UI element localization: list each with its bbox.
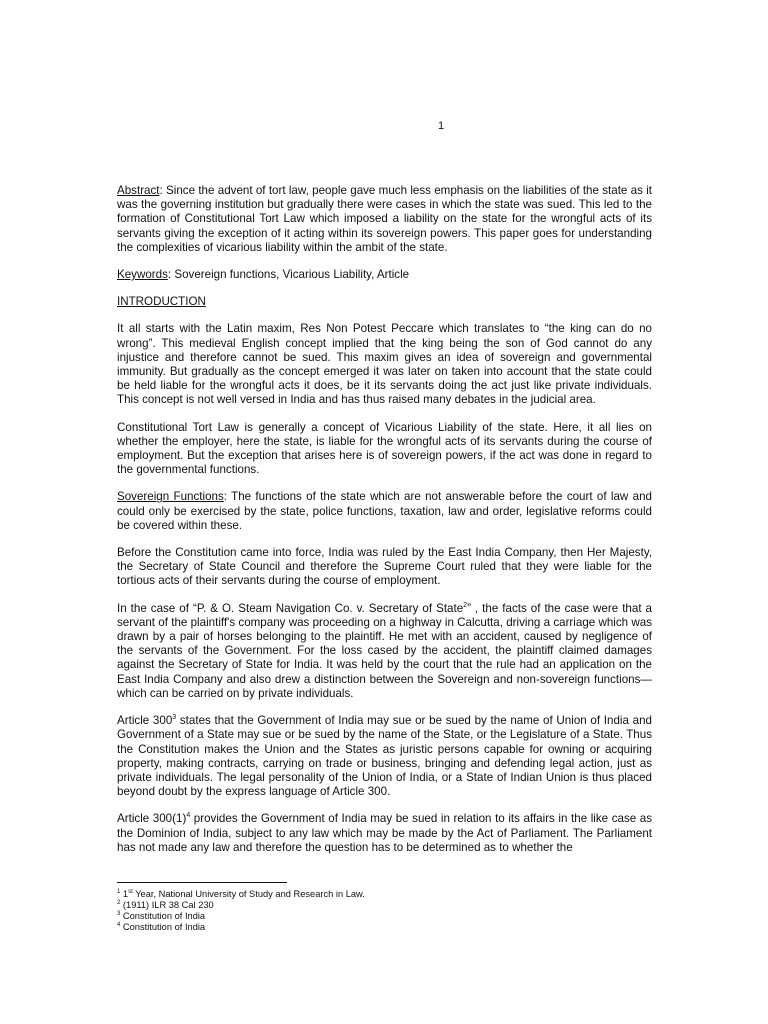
article-300-text-start: Article 300 [117,714,173,728]
footnote-ref-2: 2 [463,601,468,609]
footnote-text: (1911) ILR 38 Cal 230 [120,900,214,910]
footnote-text: 1 [120,889,129,899]
footnote [117,889,652,900]
sovereign-functions-label: Sovereign Functions [117,490,224,504]
footnote-mark: 2 [117,900,121,906]
po-case-text-rest: ” , the facts of the case were that a servant of the plaintiff's company was proceeding on a highway in Calcutta, driving a carriage which was drawn by a pair of horses belonging to the plaintiff. He met with an accident, caused by negligence of the servants of the Government. For the loss cased by the accident, the plaintiff claimed damages against the Secretary of State for India. It was held by the court that the rule had an application on the East India Company and also drew a distinction between the Sovereign and non-sovereign functions—which can be carried on by private individuals. [117,601,652,700]
footnote-mark: 3 [117,911,121,917]
po-case-text-start: In the case of “P. & O. Steam Navigation Co. v. Secretary of State [117,601,464,615]
paragraph-article-300 [117,714,652,799]
abstract-label: Abstract [117,184,160,197]
footnote-separator [117,882,287,883]
footnote-ref-4: 4 [186,812,191,820]
keywords-text: : Sovereign functions, Vicarious Liability, Article [167,268,410,282]
page-number: 1 [438,120,445,132]
footnote [117,900,652,911]
footnote-ordinal: st [128,889,133,895]
keywords-paragraph [117,268,652,282]
document-body [117,184,652,868]
footnotes [117,889,652,933]
footnote-mark: 1 [117,889,121,895]
article-300-1-text-start: Article 300(1) [117,812,187,826]
article-300-text-rest: states that the Government of India may sue or be sued by the name of Union of India and Government of a State may sue or be sued by the name of the State, or the Legislature of a State. Thus the Constitution makes the Union and the States as juristic persons capable for owning or acquiring property, making contracts, carrying on trade or business, bringing and defending legal action, just as private individuals. The legal personality of the Union of India, or a State of Indian Union is thus placed beyond doubt by the express language of Article 300. [117,714,652,799]
footnote [117,922,652,933]
footnote [117,911,652,922]
footnote-mark: 4 [117,922,121,928]
article-300-1-text-rest: provides the Government of India may be sued in relation to its affairs in the like case as the Dominion of India, subject to any law which may be made by the Act of Parliament. The Parliament has not made any law and therefore the question has to be determined as to whether the [117,812,653,854]
paragraph-res-non-potest: It all starts with the Latin maxim, Res Non Potest Peccare which translates to “the king can do no wrong”. This medieval English concept implied that the king being the son of God cannot do any injustice and therefore cannot be sued. This maxim gives an idea of sovereign and governmental immunity. But gradually as the concept emerged it was later on taken into account that the state could be held liable for the wrongful acts it does, be it its servants doing the act just like private individuals. This concept is not well versed in India and has thus raised many debates in the judicial area. [117,322,652,407]
introduction-heading [117,295,652,309]
sovereign-functions-text: : The functions of the state which are not answerable before the court of law and could only be exercised by the state, police functions, taxation, law and order, legislative reforms could be covered within these. [117,490,652,532]
footnote-ref-3: 3 [172,714,177,722]
abstract-text: : Since the advent of tort law, people gave much less emphasis on the liabilities of the state as it was the governing institution but gradually there were cases in which the state was sued. This led to the formation of Constitutional Tort Law which imposed a liability on the state for the wrongful acts of its servants giving the exception of it acting within its sovereign powers. This paper goes for understanding the complexities of vicarious liability within the ambit of the state. [117,184,652,254]
footnote-text: Constitution of India [120,911,206,921]
footnote-text: Year, National University of Study and Research in Law. [132,889,365,899]
paragraph-sovereign-functions [117,490,652,533]
abstract-paragraph [117,184,652,255]
footnote-text: Constitution of India [120,922,206,932]
paragraph-po-steam-case [117,602,652,701]
paragraph-before-constitution: Before the Constitution came into force, India was ruled by the East India Company, then Her Majesty, the Secretary of State Council and therefore the Supreme Court ruled that they were liable for the tortious acts of their servants during the course of employment. [117,546,652,588]
introduction-heading-text: INTRODUCTION [117,295,206,309]
keywords-label: Keywords [117,268,168,282]
paragraph-constitutional-tort: Constitutional Tort Law is generally a concept of Vicarious Liability of the state. Here, it all lies on whether the employer, here the state, is liable for the wrongful acts of its servants during the course of employment. But the exception that arises here is of sovereign powers, if the act was done in regard to the governmental functions. [117,420,652,477]
paragraph-article-300-1 [117,812,652,855]
